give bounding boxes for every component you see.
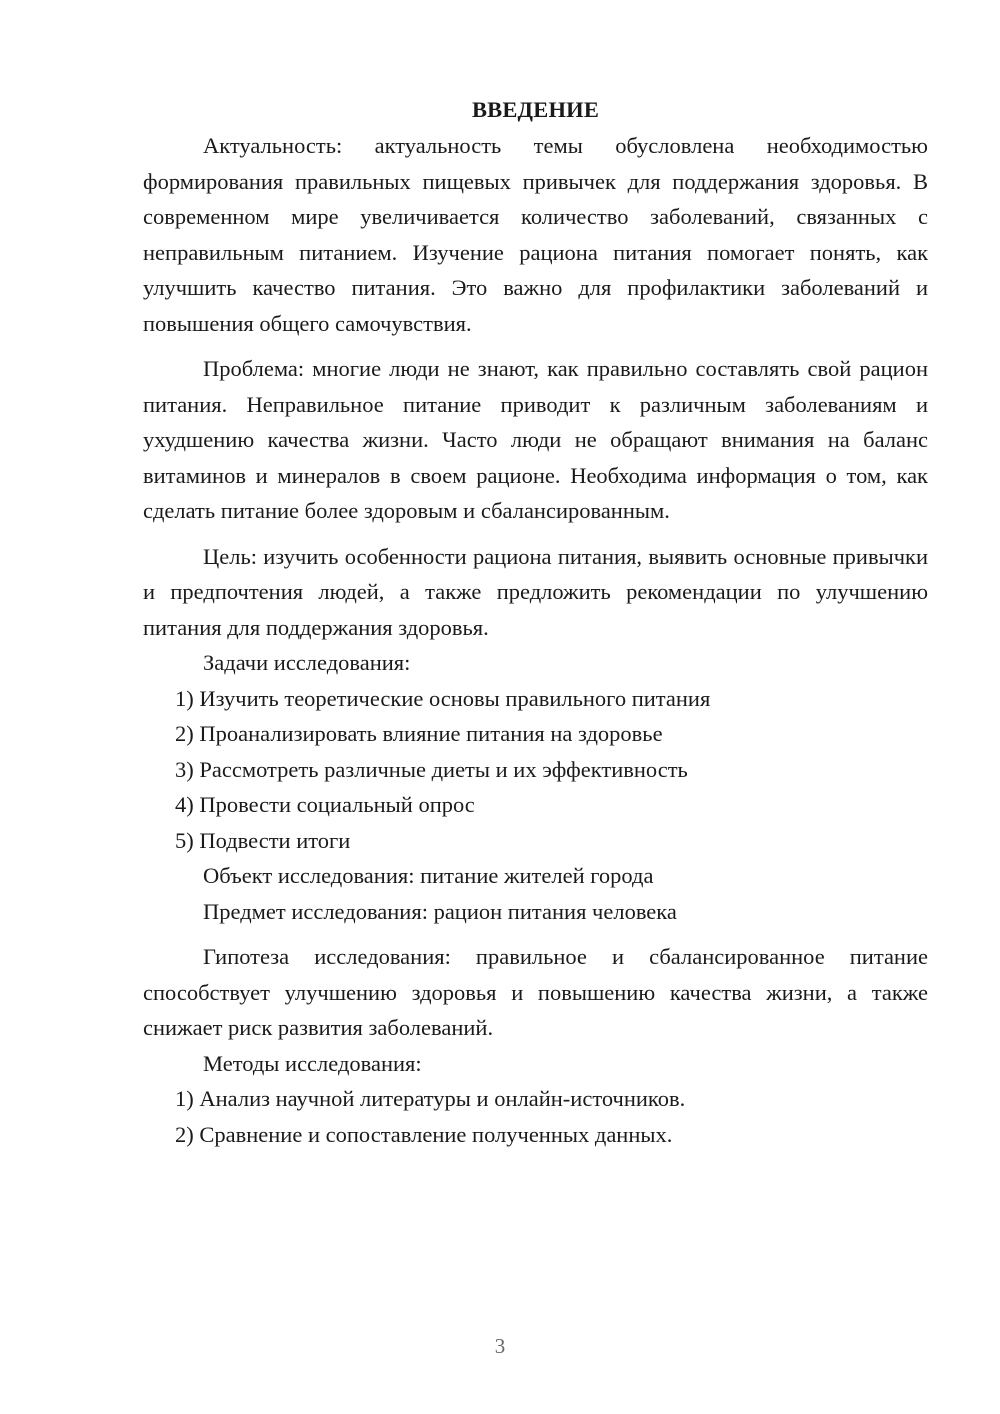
subject-line: Предмет исследования: рацион питания человека <box>203 898 677 924</box>
list-item: 2) Проанализировать влияние питания на здоровье <box>175 721 663 746</box>
list-item: 3) Рассмотреть различные диеты и их эффективность <box>175 756 688 782</box>
document-page <box>143 92 928 1152</box>
relevance-paragraph: Актуальность: актуальность темы обусловлена необходимостью формирования правильных пищевых привычек для поддержания здоровья. В современном мире увеличивается количество заболеваний, связанных с неправильным питанием. Изучение рациона питания помогает понять, как улучшить качество питания. Это важно для профилактики заболеваний и повышения общего самочувствия. <box>143 133 928 336</box>
list-item: 4) Провести социальный опрос <box>175 792 475 817</box>
tasks-heading: Задачи исследования: <box>203 650 411 675</box>
list-item: 2) Сравнение и сопоставление полученных данных. <box>175 1121 673 1147</box>
goal-paragraph: Цель: изучить особенности рациона питания, выявить основные привычки и предпочтения людей, а также предложить рекомендации по улучшению питания для поддержания здоровья. <box>143 543 928 640</box>
section-title: ВВЕДЕНИЕ <box>471 97 600 122</box>
page-number: 3 <box>494 1334 506 1358</box>
problem-paragraph: Проблема: многие люди не знают, как правильно составлять свой рацион питания. Неправильное питание приводит к различным заболеваниям и ухудшению качества жизни. Часто люди не обращают внимания на баланс витаминов и минералов в своем рационе. Необходима информация о том, как сделать питание более здоровым и сбалансированным. <box>143 356 928 523</box>
tasks-list <box>143 681 928 859</box>
list-item: 5) Подвести итоги <box>175 827 351 853</box>
methods-heading: Методы исследования: <box>203 1050 422 1076</box>
hypothesis-paragraph: Гипотеза исследования: правильное и сбалансированное питание способствует улучшению здоровья и повышению качества жизни, а также снижает риск развития заболеваний. <box>143 944 928 1040</box>
methods-list <box>143 1081 928 1152</box>
list-item: 1) Изучить теоретические основы правильного питания <box>175 685 711 711</box>
object-line: Объект исследования: питание жителей города <box>203 863 654 888</box>
list-item: 1) Анализ научной литературы и онлайн-источников. <box>175 1086 686 1111</box>
